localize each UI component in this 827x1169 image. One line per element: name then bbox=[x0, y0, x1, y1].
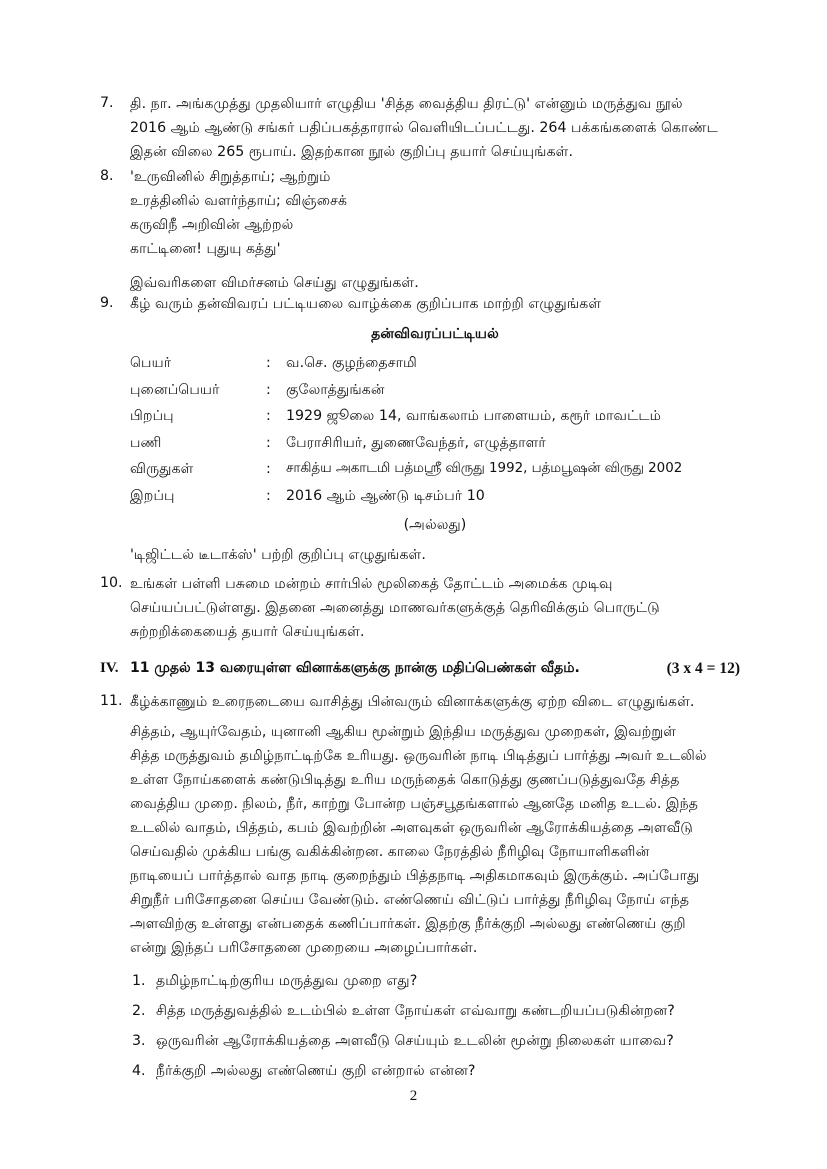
sub-question-text: தமிழ்நாட்டிற்குரிய மருத்துவ முறை எது? bbox=[156, 973, 418, 989]
passage-line: என்று இந்தப் பரிசோதனை முறையை அழைப்பார்கள். bbox=[130, 940, 478, 956]
passage-line: அளவிற்கு உள்ளது என்பதைக் கணிப்பார்கள். இதற்கு நீர்க்குறி அல்லது எண்ணெய் குறி bbox=[130, 916, 686, 932]
section-instruction: 11 முதல் 13 வரையுள்ள வினாக்களுக்கு நான்கு மதிப்பெண்கள் வீதம். bbox=[130, 660, 580, 676]
poem-line: 'உருவினில் சிறுத்தாய்; ஆற்றும் bbox=[130, 169, 331, 185]
question-10 bbox=[100, 572, 740, 644]
poem-line: காட்டினை! புதுயு கத்து' bbox=[130, 241, 281, 257]
biodata-key: பெயர் bbox=[130, 355, 172, 372]
passage-line: சிறுநீர் பரிசோதனை செய்ய வேண்டும். எண்ணெய் விட்டுப் பார்த்து நீரிழிவு நோய் எந்த bbox=[130, 892, 690, 908]
biodata-value: சாகித்ய அகாடமி பத்மஸ்ரீ விருது 1992, பத்மபூஷன் விருது 2002 bbox=[286, 461, 683, 477]
or-separator: (அல்லது) bbox=[403, 517, 467, 533]
colon: : bbox=[266, 408, 271, 425]
biodata-value: பேராசிரியர், துணைவேந்தர், எழுத்தாளர் bbox=[286, 434, 546, 451]
sub-question-text: நீர்க்குறி அல்லது எண்ணெய் குறி என்றால் என்ன? bbox=[156, 1063, 476, 1079]
question-number: 10. bbox=[100, 575, 123, 591]
sub-question-text: ஒருவரின் ஆரோக்கியத்தை அளவீடு செய்யும் உடலின் மூன்று நிலைகள் யாவை? bbox=[156, 1033, 674, 1049]
poem-line: உரத்தினில் வளர்ந்தாய்; விஞ்சைக் bbox=[130, 193, 348, 209]
sub-question-number: 4. bbox=[132, 1063, 146, 1079]
text-line: 2016 ஆம் ஆண்டு சங்கர் பதிப்பகத்தாரால் வெளியிடப்பட்டது. 264 பக்கங்களைக் கொண்ட bbox=[130, 120, 718, 136]
list-item bbox=[132, 1056, 740, 1086]
table-row bbox=[130, 403, 682, 430]
biodata-key: இறப்பு bbox=[130, 487, 175, 504]
question-8 bbox=[100, 165, 740, 295]
sub-question-number: 2. bbox=[132, 1003, 146, 1019]
question-number: 7. bbox=[100, 95, 114, 111]
biodata-value: வ.செ. குழந்தைசாமி bbox=[286, 355, 417, 372]
passage-line: வைத்திய முறை. நிலம், நீர், காற்று போன்ற பஞ்சபூதங்களால் ஆனதே மனித உடல். இந்த bbox=[130, 796, 699, 812]
table-row bbox=[130, 483, 682, 510]
question-9 bbox=[100, 292, 740, 567]
instruction: கீழ்க்காணும் உரைநடையை வாசித்து பின்வரும் வினாக்களுக்கு ஏற்ற விடை எழுதுங்கள். bbox=[130, 694, 695, 710]
colon: : bbox=[266, 434, 271, 451]
question-11 bbox=[100, 690, 740, 1086]
instruction: இவ்வரிகளை விமர்சனம் செய்து எழுதுங்கள். bbox=[130, 275, 419, 291]
sub-question-number: 3. bbox=[132, 1033, 146, 1049]
section-label: IV. bbox=[100, 660, 119, 676]
passage-line: உள்ள நோய்களைக் கண்டுபிடித்து உரிய மருந்தைக் கொடுத்து குணப்படுத்துவதே சித்த bbox=[130, 772, 680, 788]
alternative-question: 'டிஜிட்டல் டீடாக்ஸ்' பற்றி குறிப்பு எழுதுங்கள். bbox=[130, 547, 426, 563]
colon: : bbox=[266, 381, 271, 398]
list-item bbox=[132, 996, 740, 1026]
biodata-key: புனைப்பெயர் bbox=[130, 381, 220, 398]
passage-line: உடலில் வாதம், பித்தம், கபம் இவற்றின் அளவுகள் ஒருவரின் ஆரோக்கியத்தை அளவீடு bbox=[130, 820, 693, 836]
colon: : bbox=[266, 355, 271, 372]
passage bbox=[130, 720, 740, 960]
question-number: 8. bbox=[100, 168, 114, 184]
text-line: இதன் விலை 265 ரூபாய். இதற்கான நூல் குறிப்பு தயார் செய்யுங்கள். bbox=[130, 144, 573, 160]
text-line: செய்யப்பட்டுள்ளது. இதனை அனைத்து மாணவர்களுக்குத் தெரிவிக்கும் பொருட்டு bbox=[130, 600, 660, 616]
question-number: 9. bbox=[100, 295, 114, 311]
sub-question-text: சித்த மருத்துவத்தில் உடம்பில் உள்ள நோய்கள் எவ்வாறு கண்டறியப்படுகின்றன? bbox=[156, 1003, 675, 1019]
passage-line: சித்த மருத்துவம் தமிழ்நாட்டிற்கே உரியது. ஒருவரின் நாடி பிடித்துப் பார்த்து அவர் உடலில் bbox=[130, 748, 707, 764]
list-item bbox=[132, 966, 740, 996]
colon: : bbox=[266, 461, 271, 478]
table-row bbox=[130, 350, 682, 377]
passage-line: நாடியைப் பார்த்தால் வாத நாடி குறைந்தும் பித்தநாடி அதிகமாகவும் இருக்கும். அப்போது bbox=[130, 868, 700, 884]
page-number: 2 bbox=[409, 1088, 418, 1104]
colon: : bbox=[266, 487, 271, 504]
list-item bbox=[132, 1026, 740, 1056]
text-line: சுற்றறிக்கையைத் தயார் செய்யுங்கள். bbox=[130, 624, 365, 640]
biodata-title: தன்விவரப்பட்டியல் bbox=[371, 326, 499, 342]
question-number: 11. bbox=[100, 693, 123, 709]
instruction: கீழ் வரும் தன்விவரப் பட்டியலை வாழ்க்கை குறிப்பாக மாற்றி எழுதுங்கள் bbox=[130, 296, 602, 312]
table-row bbox=[130, 377, 682, 404]
question-7 bbox=[100, 92, 740, 164]
biodata-value: 1929 ஜூலை 14, வாங்கலாம் பாளையம், கரூர் மாவட்டம் bbox=[286, 408, 662, 425]
biodata-value: குலோத்துங்கன் bbox=[286, 381, 385, 398]
text-line: தி. நா. அங்கமுத்து முதலியார் எழுதிய 'சித்த வைத்திய திரட்டு' என்னும் மருத்துவ நூல் bbox=[130, 96, 683, 112]
passage-line: சித்தம், ஆயுர்வேதம், யுனானி ஆகிய மூன்றும் இந்திய மருத்துவ முறைகள், இவற்றுள் bbox=[130, 724, 677, 740]
passage-line: செய்வதில் முக்கிய பங்கு வகிக்கின்றன. காலை நேரத்தில் நீரிழிவு நோயாளிகளின் bbox=[130, 844, 650, 860]
biodata-key: பணி bbox=[130, 434, 162, 451]
biodata-value: 2016 ஆம் ஆண்டு டிசம்பர் 10 bbox=[286, 487, 485, 504]
sub-questions bbox=[132, 966, 740, 1086]
biodata-table bbox=[130, 350, 682, 509]
text-line: உங்கள் பள்ளி பசுமை மன்றம் சார்பில் மூலிகைத் தோட்டம் அமைக்க முடிவு bbox=[130, 576, 613, 592]
sub-question-number: 1. bbox=[132, 973, 146, 989]
section-heading bbox=[100, 660, 740, 682]
table-row bbox=[130, 430, 682, 457]
biodata-key: விருதுகள் bbox=[130, 461, 194, 478]
biodata-key: பிறப்பு bbox=[130, 408, 174, 425]
table-row bbox=[130, 456, 682, 483]
section-marks: (3 x 4 = 12) bbox=[666, 660, 740, 677]
poem-line: கருவிநீ அறிவின் ஆற்றல் bbox=[130, 217, 294, 233]
